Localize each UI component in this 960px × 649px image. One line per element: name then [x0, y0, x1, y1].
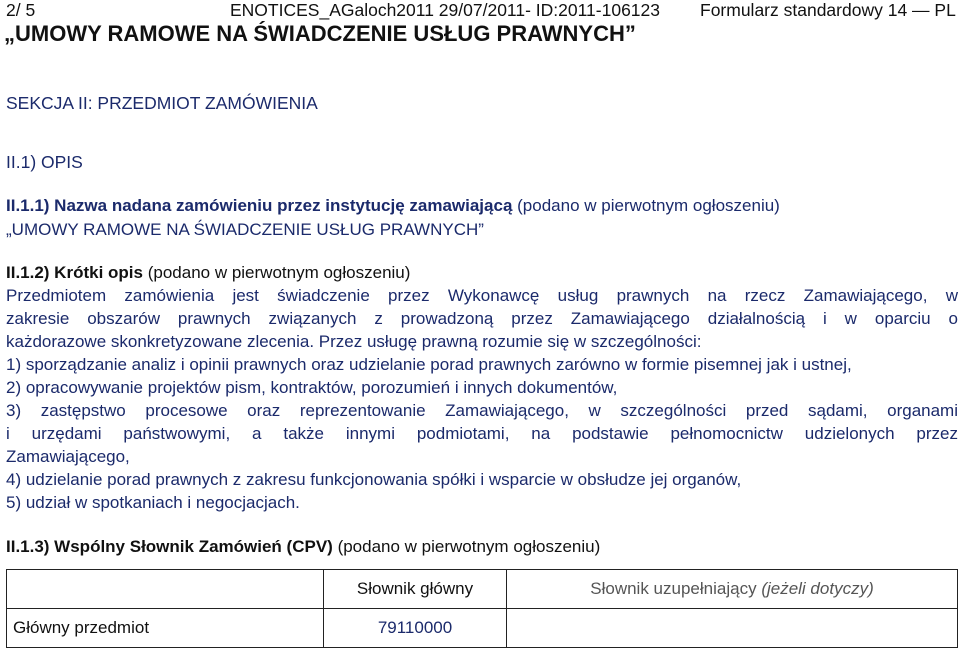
description-line: 4) udzielanie porad prawnych z zakresu funkcjonowania spółki i wsparcie w obsłudze jej organów,	[6, 470, 742, 489]
description-line: 5) udział w spotkaniach i negocjacjach.	[6, 493, 300, 512]
item-112-description	[6, 284, 958, 514]
description-line: i urzędami państwowymi, a także innymi podmiotami, na podstawie pełnomocnictw udzielonych przez	[6, 424, 958, 443]
form-name: Formularz standardowy 14 — PL	[700, 0, 956, 20]
page-number: 2/ 5	[6, 0, 36, 20]
description-line: zakresie obszarów prawnych związanych z prowadzoną przez Zamawiającego działalnością i w oparciu o	[6, 309, 958, 328]
description-line: każdorazowe skonkretyzowane zlecenia. Przez usługę prawną rozumie się w szczególności:	[6, 332, 702, 351]
supplementary-vocabulary-note: (jeżeli dotyczy)	[761, 579, 874, 598]
cpv-table	[6, 569, 958, 648]
description-line: 3) zastępstwo procesowe oraz reprezentowanie Zamawiającego, w szczególności przed sądami, organami	[6, 401, 958, 420]
section-heading: SEKCJA II: PRZEDMIOT ZAMÓWIENIA	[6, 93, 318, 113]
item-111-heading	[6, 196, 780, 216]
item-112-heading	[6, 263, 410, 283]
item-111-value: „UMOWY RAMOWE NA ŚWIADCZENIE USŁUG PRAWNYCH”	[6, 220, 484, 239]
item-111-note: (podano w pierwotnym ogłoszeniu)	[517, 196, 780, 215]
table-header-row	[7, 570, 958, 609]
main-object-label: Główny przedmiot	[7, 609, 324, 648]
item-112-note: (podano w pierwotnym ogłoszeniu)	[147, 263, 411, 282]
table-corner-cell	[7, 570, 324, 609]
item-113-note: (podano w pierwotnym ogłoszeniu)	[337, 537, 601, 556]
description-line: 1) sporządzanie analiz i opinii prawnych oraz udzielanie porad prawnych zarówno w formie pisemnej jak i ustnej,	[6, 355, 852, 374]
document-reference: ENOTICES_AGaloch2011 29/07/2011- ID:2011-106123	[230, 0, 660, 20]
table-row	[7, 609, 958, 648]
main-vocabulary-header: Słownik główny	[324, 570, 507, 609]
subsection-heading: II.1) OPIS	[6, 152, 83, 172]
main-cpv-code: 79110000	[324, 609, 507, 648]
supplementary-vocabulary-header	[507, 570, 958, 609]
item-113-heading	[6, 537, 600, 557]
description-line: Przedmiotem zamówienia jest świadczenie przez Wykonawcę usług prawnych na rzecz Zamawiającego, w	[6, 286, 958, 305]
supplementary-cpv-code	[507, 609, 958, 648]
item-112-label: II.1.2) Krótki opis	[6, 263, 143, 282]
item-111-label: II.1.1) Nazwa nadana zamówieniu przez instytucję zamawiającą	[6, 196, 513, 215]
item-113-label: II.1.3) Wspólny Słownik Zamówień (CPV)	[6, 537, 333, 556]
description-line: 2) opracowywanie projektów pism, kontraktów, porozumień i innych dokumentów,	[6, 378, 618, 397]
description-line: Zamawiającego,	[6, 447, 130, 466]
document-title: „UMOWY RAMOWE NA ŚWIADCZENIE USŁUG PRAWNYCH”	[4, 21, 636, 46]
supplementary-vocabulary-label: Słownik uzupełniający	[590, 579, 757, 598]
